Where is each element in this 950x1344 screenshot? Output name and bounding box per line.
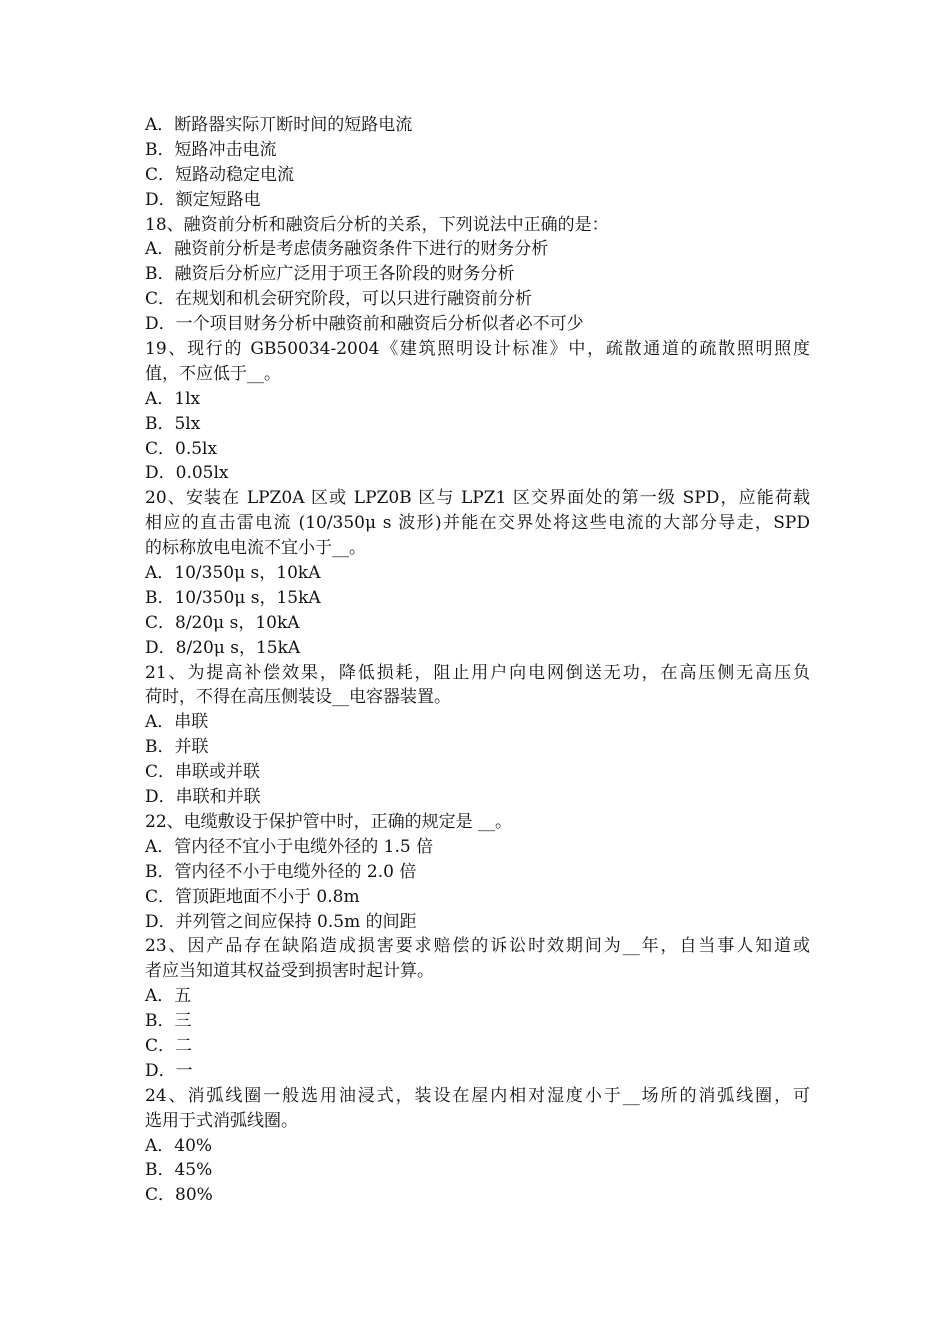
option-line: D．并列管之间应保持 0.5m 的间距 xyxy=(145,911,417,932)
question-line: 者应当知道其权益受到损害时起计算。 xyxy=(145,961,434,982)
option-line: C．二 xyxy=(145,1035,193,1056)
option-line: B．短路冲击电流 xyxy=(145,139,277,160)
option-line: C．在规划和机会研究阶段，可以只进行融资前分析 xyxy=(145,289,533,310)
option-line: A．串联 xyxy=(145,712,209,733)
option-line: B．45% xyxy=(145,1160,213,1181)
option-line: C．串联或并联 xyxy=(145,762,261,783)
option-line: D．额定短路电 xyxy=(145,189,261,210)
option-line: A．1lx xyxy=(145,388,201,409)
question-line: 相应的直击雷电流 (10/350μ s 波形)并能在交界处将这些电流的大部分导走，SPD xyxy=(145,513,810,534)
question-line: 值，不应低于__。 xyxy=(145,363,281,384)
option-line: C．0.5lx xyxy=(145,438,218,459)
option-line: A．五 xyxy=(145,986,192,1007)
option-line: B．融资后分析应广泛用于项王各阶段的财务分析 xyxy=(145,264,515,285)
option-line: D．一 xyxy=(145,1060,193,1081)
option-line: C．80% xyxy=(145,1185,213,1206)
option-line: D．8/20μ s，15kA xyxy=(145,637,301,658)
option-line: A．管内径不宜小于电缆外径的 1.5 倍 xyxy=(145,836,434,857)
question-line: 22、电缆敷设于保护管中时，正确的规定是 __。 xyxy=(145,811,513,832)
question-line: 选用于式消弧线圈。 xyxy=(145,1110,298,1131)
option-line: D．串联和并联 xyxy=(145,787,261,808)
question-line: 20、安装在 LPZ0A 区或 LPZ0B 区与 LPZ1 区交界面处的第一级 SPD，应能荷载 xyxy=(145,488,810,509)
question-line: 19、现行的 GB50034-2004《建筑照明设计标准》中，疏散通道的疏散照明照度 xyxy=(145,339,810,360)
option-line: D．0.05lx xyxy=(145,463,229,484)
option-line: A．融资前分析是考虑债务融资条件下进行的财务分析 xyxy=(145,239,549,260)
option-line: B．5lx xyxy=(145,413,201,434)
exam-text-body xyxy=(145,113,810,1208)
option-line: C．短路动稳定电流 xyxy=(145,164,295,185)
option-line: A．断路器实际丌断时间的短路电流 xyxy=(145,115,413,135)
option-line: D．一个项目财务分析中融资前和融资后分析似者必不可少 xyxy=(145,314,584,335)
option-line: A．40% xyxy=(145,1135,213,1156)
question-line: 24、消弧线圈一般选用油浸式，装设在屋内相对湿度小于__场所的消弧线圈，可 xyxy=(145,1085,810,1106)
option-line: C．8/20μ s，10kA xyxy=(145,612,300,633)
option-line: B．并联 xyxy=(145,737,209,758)
question-line: 的标称放电电流不宜小于__。 xyxy=(145,538,366,559)
option-line: B．三 xyxy=(145,1011,192,1032)
question-line: 18、融资前分析和融资后分析的关系，下列说法中正确的是： xyxy=(145,214,609,235)
question-line: 荷时，不得在高压侧装设__电容器装置。 xyxy=(145,687,451,708)
option-line: B．10/350μ s，15kA xyxy=(145,587,321,608)
option-line: A．10/350μ s，10kA xyxy=(145,563,321,584)
question-line: 23、因产品存在缺陷造成损害要求赔偿的诉讼时效期间为__年，自当事人知道或 xyxy=(145,936,810,957)
question-line: 21、为提高补偿效果，降低损耗，阻止用户向电网倒送无功，在高压侧无高压负 xyxy=(145,662,810,683)
option-line: B．管内径不小于电缆外径的 2.0 倍 xyxy=(145,861,417,882)
option-line: C．管顶距地面不小于 0.8m xyxy=(145,886,360,907)
